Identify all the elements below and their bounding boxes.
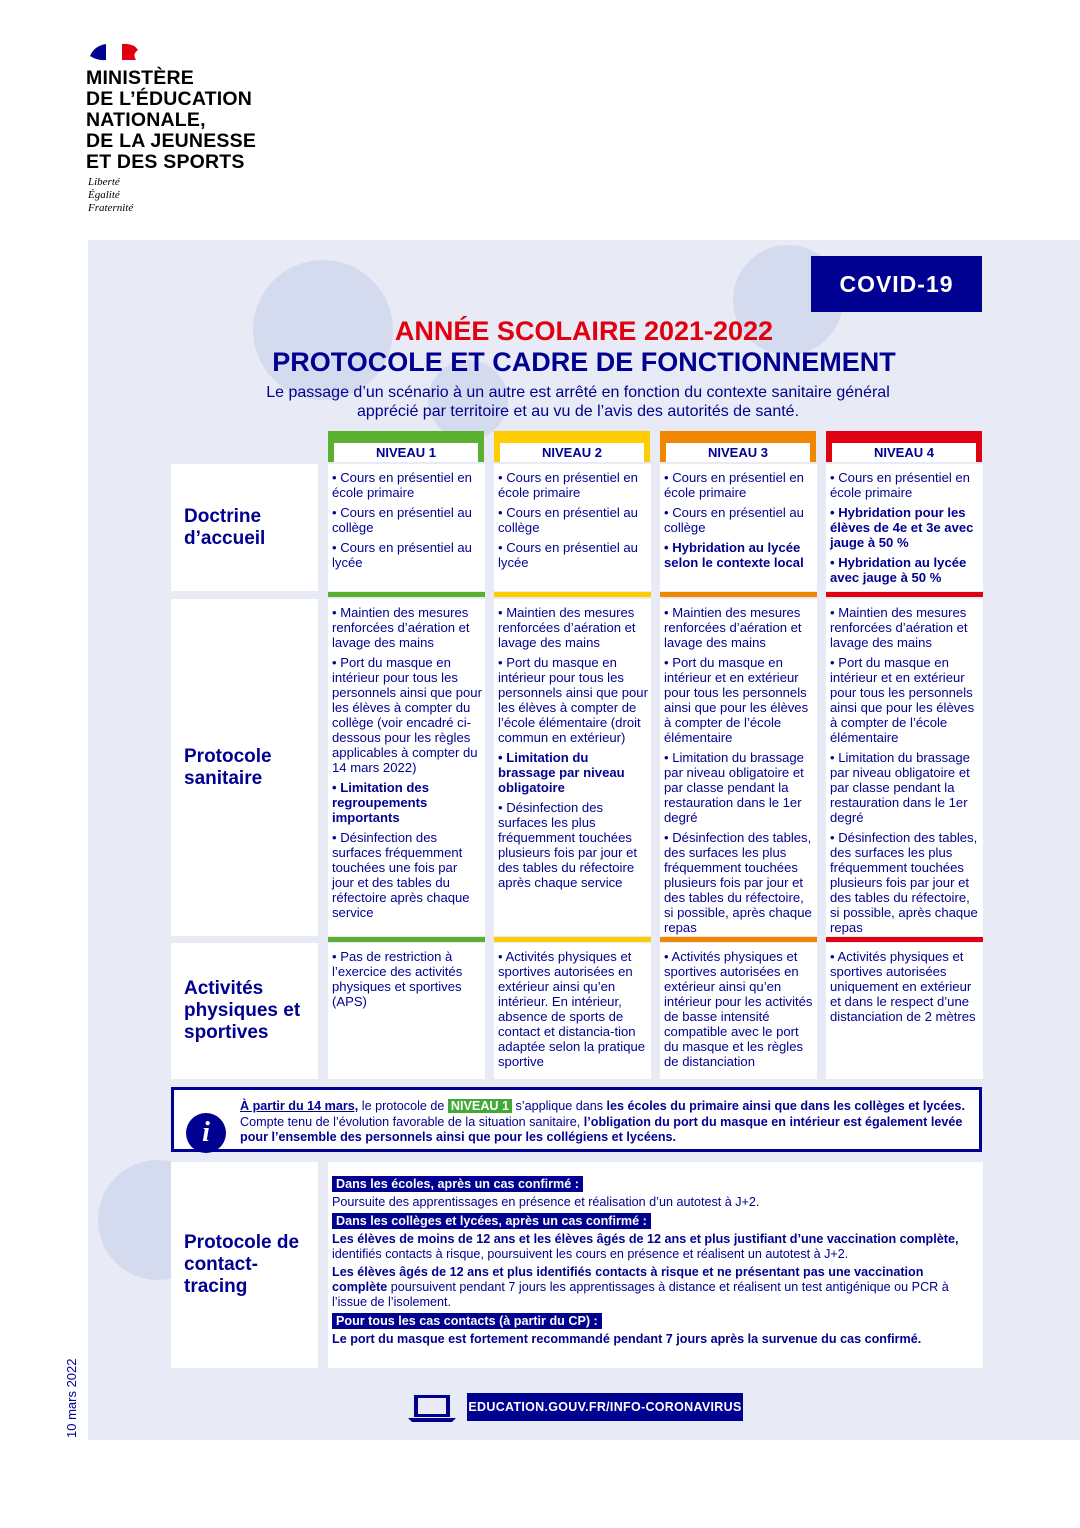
level-2-bar — [494, 937, 651, 942]
row-label-text: Protocole sanitaire — [184, 745, 272, 789]
protocole-level-3 — [660, 599, 817, 936]
contact-tracing-content — [328, 1162, 983, 1368]
doctrine-item: • Hybridation au lycée avec jauge à 50 % — [830, 555, 967, 585]
doctrine-item: • Cours en présentiel au collège — [332, 505, 472, 535]
doctrine-level-3 — [660, 464, 817, 591]
protocole-item: • Port du masque en intérieur et en extérieur pour tous les personnels ainsi que pour les élèves à compter de l’école élémentaire — [830, 655, 975, 745]
subtitle-line: apprécié par territoire et au vu de l’avis des autorités de santé. — [356, 403, 800, 420]
protocole-item: • Maintien des mesures renforcées d’aération et lavage des mains — [664, 605, 802, 650]
ministry-name — [86, 68, 256, 173]
ministry-line: ET DES SPORTS — [86, 151, 245, 173]
activites-item: • Activités physiques et sportives autorisées en extérieur ainsi qu’en intérieur. En intérieur, absence de sports de contact et distancia-tion adaptée selon la pratique sportive — [498, 949, 646, 1069]
level-label: NIVEAU 3 — [666, 443, 810, 462]
row-label-text: Doctrine d’accueil — [184, 505, 266, 549]
activites-item: • Pas de restriction à l’exercice des activités physiques et sportives (APS) — [332, 949, 463, 1009]
subtitle-line: Le passage d’un scénario à un autre est arrêté en fonction du contexte sanitaire général — [266, 384, 890, 401]
protocole-item: • Désinfection des surfaces fréquemment touchées une fois par jour et des tables du réfectoire après chaque service — [332, 830, 470, 920]
motto-line: Égalité — [88, 189, 120, 201]
level-1-header — [328, 431, 484, 462]
doctrine-item: • Cours en présentiel au collège — [498, 505, 638, 535]
row-label-text: Protocole de contact-tracing — [184, 1232, 300, 1297]
doctrine-item: • Hybridation au lycée selon le contexte local — [664, 540, 804, 570]
protocole-item: • Port du masque en intérieur pour tous les personnels ainsi que pour les élèves à compter de l’école élémentaire (droit commun en extérieur) — [498, 655, 648, 745]
info-icon: i — [186, 1113, 226, 1153]
ministry-line: DE LA JEUNESSE — [86, 130, 257, 152]
laptop-icon — [406, 1393, 458, 1423]
info-date-link[interactable]: À partir du 14 mars, — [240, 1099, 359, 1113]
level-4-header — [826, 431, 982, 462]
doctrine-item: • Cours en présentiel en école primaire — [332, 470, 472, 500]
level-1-bar — [328, 592, 485, 597]
protocole-item: • Limitation des regroupements importants — [332, 780, 429, 825]
info-text-bold: les écoles du primaire ainsi que dans les collèges et lycées. — [606, 1099, 965, 1113]
contact-text: identifiés contacts à risque, poursuivent les cours en présence et réalisent un autotest à J+2. — [332, 1247, 849, 1261]
contact-tag-all: Pour tous les cas contacts (à partir du CP) : — [332, 1313, 602, 1329]
ministry-line: DE L’ÉDUCATION — [86, 88, 253, 110]
level-label: NIVEAU 1 — [334, 443, 478, 462]
publication-date: 10 mars 2022 — [64, 1358, 79, 1438]
doctrine-level-2 — [494, 464, 651, 591]
republic-motto — [88, 176, 133, 215]
activites-level-1 — [328, 943, 485, 1079]
contact-tag-colleges: Dans les collèges et lycées, après un cas confirmé : — [332, 1213, 651, 1229]
row-label-activites — [171, 943, 318, 1079]
info-text — [240, 1099, 975, 1146]
ministry-line: MINISTÈRE — [86, 67, 194, 89]
level-2-header — [494, 431, 650, 462]
protocole-level-2 — [494, 599, 651, 936]
info-text-part: le protocole de — [358, 1099, 448, 1113]
contact-text-bold: Les élèves âgés de 12 ans et plus identifiés contacts à risque et ne présentant pas une vaccination complète — [332, 1265, 924, 1294]
contact-text: poursuivent pendant 7 jours les apprentissages à distance et réalisent un test antigénique ou PCR à l’issue de l’isolement. — [332, 1280, 949, 1309]
info-text-bold: l’obligation du port du masque en intérieur est également levée pour l’ensemble des personnels ainsi que pour les collégiens et lycéens. — [240, 1114, 963, 1144]
protocole-item: • Désinfection des surfaces les plus fréquemment touchées plusieurs fois par jour et des tables du réfectoire après chaque service — [498, 800, 638, 890]
doctrine-item: • Cours en présentiel au lycée — [332, 540, 472, 570]
ministry-line: NATIONALE, — [86, 109, 206, 131]
protocole-item: • Maintien des mesures renforcées d’aération et lavage des mains — [498, 605, 636, 650]
activites-level-4 — [826, 943, 983, 1079]
row-label-protocole — [171, 599, 318, 936]
level-label: NIVEAU 4 — [832, 443, 976, 462]
info-text-part: Compte tenu de l’évolution favorable de la situation sanitaire, — [240, 1114, 584, 1129]
protocole-item: • Limitation du brassage par niveau obligatoire et par classe pendant la restauration dans le 1er degré — [830, 750, 970, 825]
activites-level-2 — [494, 943, 651, 1079]
protocole-item: • Port du masque en intérieur pour tous les personnels ainsi que pour les élèves à compter du collège (voir encadré ci-dessous pour les règles applicables à compter du 14 mars 2022) — [332, 655, 482, 775]
activites-item: • Activités physiques et sportives autorisées uniquement en extérieur et dans le respect d’une distanciation de 2 mètres — [830, 949, 976, 1024]
contact-text-bold: Les élèves de moins de 12 ans et les élèves âgés de 12 ans et plus justifiant d’une vaccination complète, — [332, 1232, 959, 1246]
level-4-bar — [826, 937, 983, 942]
subtitle — [200, 383, 956, 421]
level-3-header — [660, 431, 816, 462]
protocole-item: • Maintien des mesures renforcées d’aération et lavage des mains — [830, 605, 968, 650]
doctrine-item: • Cours en présentiel au collège — [664, 505, 804, 535]
level-1-tag: NIVEAU 1 — [448, 1099, 512, 1113]
level-label: NIVEAU 2 — [500, 443, 644, 462]
protocole-item: • Désinfection des tables, des surfaces les plus fréquemment touchées plusieurs fois par jour et des tables du réfectoire, si possible, après chaque repas — [664, 830, 812, 935]
motto-line: Liberté — [88, 176, 120, 188]
protocole-item: • Limitation du brassage par niveau obligatoire — [498, 750, 625, 795]
activites-level-3 — [660, 943, 817, 1079]
doctrine-level-1 — [328, 464, 485, 591]
activites-item: • Activités physiques et sportives autorisées en extérieur ainsi qu’en intérieur pour les activités de basse intensité compatible avec le port du masque et les règles de distanciation — [664, 949, 813, 1069]
title-school-year: ANNÉE SCOLAIRE 2021-2022 — [394, 316, 774, 346]
level-4-bar — [826, 592, 983, 597]
protocole-item: • Limitation du brassage par niveau obligatoire et par classe pendant la restauration dans le 1er degré — [664, 750, 804, 825]
level-3-bar — [660, 592, 817, 597]
doctrine-item: • Cours en présentiel en école primaire — [830, 470, 970, 500]
row-label-doctrine — [171, 464, 318, 591]
level-2-bar — [494, 592, 651, 597]
doctrine-level-4 — [826, 464, 983, 591]
contact-text: Poursuite des apprentissages en présence et réalisation d’un autotest à J+2. — [332, 1195, 760, 1209]
protocole-level-4 — [826, 599, 983, 936]
row-label-contact — [171, 1162, 318, 1368]
title-protocol: PROTOCOLE ET CADRE DE FONCTIONNEMENT — [272, 347, 896, 377]
protocole-item: • Port du masque en intérieur et en extérieur pour tous les personnels ainsi que pour les élèves à compter de l’école élémentaire — [664, 655, 809, 745]
protocole-level-1 — [328, 599, 485, 936]
motto-line: Fraternité — [88, 202, 134, 214]
doctrine-item: • Cours en présentiel en école primaire — [664, 470, 804, 500]
doctrine-item: • Cours en présentiel en école primaire — [498, 470, 638, 500]
covid-badge: COVID-19 — [811, 256, 982, 312]
protocole-item: • Désinfection des tables, des surfaces les plus fréquemment touchées plusieurs fois par jour et des tables du réfectoire, si possible, après chaque repas — [830, 830, 978, 935]
info-text-part: s’applique dans — [512, 1099, 607, 1113]
level-3-bar — [660, 937, 817, 942]
contact-text-bold: Le port du masque est fortement recommandé pendant 7 jours après la survenue du cas confirmé. — [332, 1332, 922, 1346]
doctrine-item: • Cours en présentiel au lycée — [498, 540, 638, 570]
doctrine-item: • Hybridation pour les élèves de 4e et 3e avec jauge à 50 % — [830, 505, 974, 550]
protocole-item: • Maintien des mesures renforcées d’aération et lavage des mains — [332, 605, 470, 650]
level-1-bar — [328, 937, 485, 942]
row-label-text: Activités physiques et sportives — [184, 978, 301, 1043]
republique-flag-logo — [88, 42, 140, 62]
contact-tag-schools: Dans les écoles, après un cas confirmé : — [332, 1176, 583, 1192]
info-coronavirus-link[interactable]: EDUCATION.GOUV.FR/INFO-CORONAVIRUS — [467, 1393, 743, 1421]
